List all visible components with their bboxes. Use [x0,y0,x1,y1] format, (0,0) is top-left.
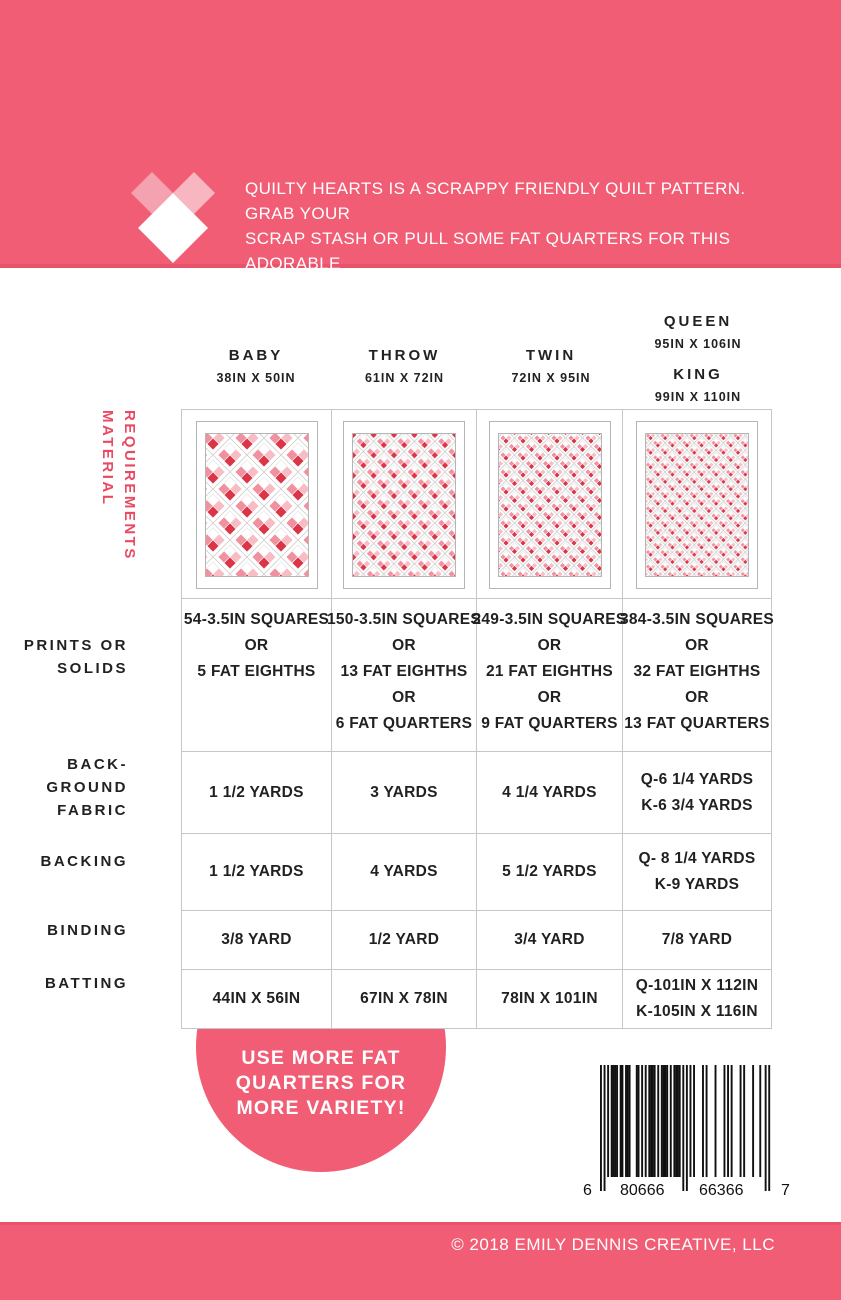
table-cell-line: 9 FAT QUARTERS [481,715,618,732]
table-cell [182,970,332,1028]
table-cell [623,970,771,1028]
column-name: BABY [228,347,284,364]
table-cell [623,752,771,834]
heart-logo-icon [128,165,223,267]
table-cell-line: 3/8 YARD [221,931,292,948]
column-header-throw [332,346,477,388]
row-label [18,634,128,680]
table-cell [623,911,771,970]
row-label [18,919,128,942]
badge-line: QUARTERS FOR [235,1072,407,1094]
quilt-preview-cell [182,410,332,599]
barcode-digit: 66366 [699,1182,744,1199]
table-cell [477,911,623,970]
table-cell-line: OR [244,637,269,654]
column-size: 95IN X 106IN [654,337,742,351]
table-cell [477,834,623,911]
table-cell-line: 32 FAT EIGHTHS [633,663,761,680]
table-cell [332,911,477,970]
material-label-line: REQUIREMENTS [121,410,138,561]
header-description-line: SCRAP STASH OR PULL SOME FAT QUARTERS FOR THIS ADORABLE [245,229,731,273]
column-size: 99IN X 110IN [654,390,742,404]
barcode-digit: 6 [583,1182,592,1199]
table-cell-line: 150-3.5IN SQUARES [326,611,482,628]
badge-line: MORE VARIETY! [236,1097,406,1119]
table-cell-line: 44IN X 56IN [212,990,301,1007]
row-label [18,753,128,822]
quilt-preview [196,421,318,589]
header-description [245,176,755,301]
table-cell-line: 249-3.5IN SQUARES [472,611,627,628]
column-size: 61IN X 72IN [364,371,445,385]
column-size: 38IN X 50IN [216,371,296,385]
table-cell-line: Q-101IN X 112IN [635,977,759,994]
table-cell-line: 21 FAT EIGHTHS [485,663,614,680]
barcode-bars [583,1065,795,1205]
table-cell-line: 3/4 YARD [514,931,585,948]
row-label-line: PRINTS OR [23,637,128,654]
column-name: KING [673,366,723,383]
table-cell-line: OR [537,689,562,706]
table-cell-line: 5 FAT EIGHTHS [197,663,316,680]
row-label-line: BACK- [67,756,128,773]
row-label-line: BINDING [47,922,128,939]
quilt-preview-cell [623,410,771,599]
quilt-preview [636,421,758,589]
column-header-baby [181,346,331,388]
table-cell-line: OR [392,637,416,654]
table-cell [332,834,477,911]
row-label-line: GROUND [46,779,128,796]
table-cell [623,834,771,911]
table-cell [182,911,332,970]
table-cell-line: K-105IN X 116IN [636,1003,758,1020]
table-cell-line: 78IN X 101IN [501,990,598,1007]
table-cell-line: OR [392,689,416,706]
table-cell-line: 13 FAT EIGHTHS [340,663,468,680]
table-cell-line: Q- 8 1/4 YARDS [638,850,756,867]
table-cell-line: 13 FAT QUARTERS [624,715,770,732]
table-cell [477,970,623,1028]
column-name: TWIN [525,347,577,364]
copyright-text: © 2018 EMILY DENNIS CREATIVE, LLC [451,1235,775,1254]
table-cell [332,752,477,834]
table-cell-line: 4 YARDS [370,863,438,880]
row-label-line: BACKING [40,853,128,870]
row-label-line: FABRIC [57,802,128,819]
table-cell-line: 3 YARDS [370,783,438,801]
table-cell [332,970,477,1028]
table-cell [182,752,332,834]
badge-line: USE MORE FAT [241,1047,401,1069]
table-cell-line: 384-3.5IN SQUARES [619,611,775,628]
material-requirements-label [96,410,140,561]
table-cell-line: 1 1/2 YARDS [209,783,304,801]
table-cell-line: 67IN X 78IN [360,990,448,1007]
table-cell [619,599,775,752]
column-name: QUEEN [663,313,733,330]
table-cell-line: Q-6 1/4 YARDS [640,770,754,788]
quilt-preview-cell [477,410,623,599]
table-cell-line: 4 1/4 YARDS [502,783,597,801]
table-cell-line: K-9 YARDS [654,876,740,893]
table-cell-line: 1 1/2 YARDS [209,863,304,880]
row-label [18,972,128,995]
table-cell-line: OR [685,689,709,706]
table-cell [472,599,627,752]
header-band [0,0,841,298]
table-cell-line: 5 1/2 YARDS [502,863,597,880]
table-cell-line: OR [537,637,562,654]
column-name: THROW [368,347,441,364]
table-cell-line: 1/2 YARD [368,931,440,948]
row-label-line: SOLIDS [57,660,128,677]
table-cell [182,599,332,752]
quilt-preview [489,421,611,589]
row-label-line: BATTING [44,975,128,992]
table-cell [477,752,623,834]
header-description-line: HEART SHAPED QUILT. [245,279,441,298]
column-header-twin [478,346,624,388]
table-cell-line: K-6 3/4 YARDS [641,796,753,814]
requirements-table [181,409,775,1029]
table-cell-line: 6 FAT QUARTERS [335,715,473,732]
footer-band [0,1222,841,1300]
table-cell-line: 7/8 YARD [661,931,733,948]
quilt-preview-cell [332,410,477,599]
barcode-digit: 7 [781,1182,790,1199]
header-description-line: QUILTY HEARTS IS A SCRAPPY FRIENDLY QUILT PATTERN. GRAB YOUR [245,179,746,223]
barcode [583,1065,795,1205]
material-label-line: MATERIAL [99,410,116,507]
barcode-digit: 80666 [620,1182,665,1199]
table-cell-line: OR [685,637,709,654]
table-cell [326,599,482,752]
column-header-queen-king [624,312,772,407]
quilt-preview [343,421,465,589]
column-size: 72IN X 95IN [511,371,591,385]
row-label [18,850,128,873]
table-cell-line: 54-3.5IN SQUARES [183,611,330,628]
table-cell [182,834,332,911]
